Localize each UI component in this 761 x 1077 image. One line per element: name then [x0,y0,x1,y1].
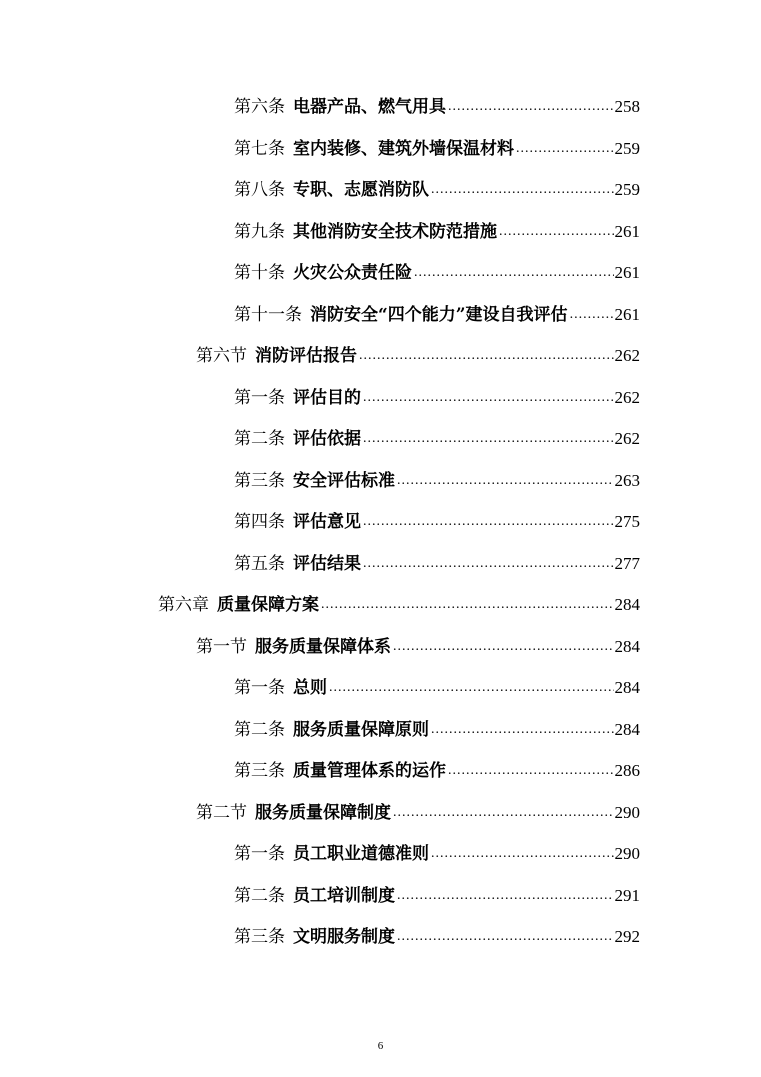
dot-leader [393,804,614,824]
toc-entry-page: 286 [614,761,640,780]
toc-entry-number: 第四条 [234,512,285,532]
toc-entry-page: 290 [614,802,640,822]
toc-entry-number: 第二节 [196,802,247,823]
toc-entry-title: 服务质量保障体系 [255,636,391,657]
toc-entry-number: 第六条 [234,97,285,117]
dot-leader [431,721,614,741]
toc-entry[interactable] [234,296,640,326]
toc-entry[interactable] [234,130,640,160]
toc-entry[interactable] [158,586,640,616]
toc-entry-page: 259 [614,138,640,158]
toc-entry-number: 第一条 [234,678,285,698]
toc-entry-title: 评估目的 [293,387,361,408]
toc-entry[interactable] [234,171,640,201]
toc-entry[interactable] [234,918,640,948]
toc-entry-page: 284 [614,719,640,739]
toc-entry-number: 第七条 [234,138,285,159]
toc-entry-title: 其他消防安全技术防范措施 [293,221,497,242]
toc-entry-number: 第二条 [234,429,285,449]
toc-entry-page: 261 [614,221,640,241]
toc-entry-title: 评估结果 [293,553,361,574]
dot-leader [516,140,614,160]
toc-entry[interactable] [234,752,640,782]
dot-leader [363,555,614,575]
toc-entry-page: 290 [614,844,640,863]
dot-leader [397,887,614,907]
toc-entry-number: 第十条 [234,263,285,283]
toc-entry[interactable] [234,88,640,118]
dot-leader [448,98,614,118]
page-number: 6 [377,1040,384,1052]
toc-entry-title: 服务质量保障原则 [293,719,429,740]
toc-entry-page: 292 [614,927,640,946]
toc-entry[interactable] [234,835,640,865]
dot-leader [448,762,614,782]
toc-entry[interactable] [234,254,640,284]
toc-entry-number: 第六节 [196,346,247,366]
toc-entry-number: 第五条 [234,553,285,574]
dot-leader [321,596,614,616]
toc-entry-title: 电器产品、燃气用具 [293,97,446,117]
toc-entry-page: 284 [614,636,640,656]
toc-entry-title: 员工职业道德准则 [293,844,429,864]
toc-entry[interactable] [234,379,640,409]
dot-leader [363,389,614,409]
toc-entry-title: 质量保障方案 [217,595,319,615]
toc-entry[interactable] [234,503,640,533]
toc-entry[interactable] [234,462,640,492]
toc-entry[interactable] [196,628,640,658]
toc-entry-page: 284 [614,678,640,697]
toc-entry-number: 第八条 [234,180,285,200]
toc-entry-title: 安全评估标准 [293,470,395,491]
toc-entry-title: 评估意见 [293,512,361,532]
toc-entry[interactable] [234,545,640,575]
dot-leader [359,347,614,367]
dot-leader [414,264,614,284]
dot-leader [397,928,614,948]
toc-entry-title: 室内装修、建筑外墙保温材料 [293,138,514,159]
toc-entry-title: 消防评估报告 [255,346,357,366]
toc-entry-number: 第十一条 [234,304,302,325]
toc-entry[interactable] [196,337,640,367]
toc-entry[interactable] [234,669,640,699]
toc-entry-page: 258 [614,97,640,116]
toc-entry-number: 第一节 [196,636,247,657]
toc-entry-title: 员工培训制度 [293,885,395,906]
toc-entry-page: 284 [614,595,640,614]
toc-entry[interactable] [234,711,640,741]
toc-entry-title: 总则 [293,678,327,698]
toc-entry[interactable] [234,420,640,450]
toc-entry-page: 259 [614,180,640,199]
toc-entry-page: 275 [614,512,640,531]
dot-leader [397,472,614,492]
dot-leader [570,306,614,326]
dot-leader [329,679,614,699]
toc-entry-page: 277 [614,553,640,573]
toc-entry-page: 261 [614,263,640,282]
dot-leader [363,513,614,533]
toc-entry-number: 第三条 [234,761,285,781]
dot-leader [431,845,614,865]
toc-entry-title: 火灾公众责任险 [293,263,412,283]
toc-entry-page: 262 [614,346,640,365]
toc-entry-title: 专职、志愿消防队 [293,180,429,200]
toc-entry-page: 291 [614,885,640,905]
toc-entry-title: 服务质量保障制度 [255,802,391,823]
toc-entry-page: 262 [614,429,640,448]
toc-entry-title: 文明服务制度 [293,927,395,947]
toc-entry-number: 第二条 [234,885,285,906]
dot-leader [363,430,614,450]
toc-entry-number: 第三条 [234,927,285,947]
dot-leader [431,181,614,201]
toc-entry-number: 第三条 [234,470,285,491]
toc-entry-page: 263 [614,470,640,490]
toc-entry-title: 评估依据 [293,429,361,449]
toc-entry[interactable] [196,794,640,824]
toc-entry-number: 第九条 [234,221,285,242]
toc-entry-number: 第一条 [234,844,285,864]
toc-entry-page: 262 [614,387,640,407]
toc-entry[interactable] [234,213,640,243]
dot-leader [499,223,614,243]
toc-entry-number: 第二条 [234,719,285,740]
toc-entry[interactable] [234,877,640,907]
toc-entry-number: 第六章 [158,595,209,615]
toc-entry-title: 质量管理体系的运作 [293,761,446,781]
toc-entry-number: 第一条 [234,387,285,408]
toc-entry-title: 消防安全“四个能力”建设自我评估 [310,304,568,325]
dot-leader [393,638,614,658]
toc-entry-page: 261 [614,304,640,324]
